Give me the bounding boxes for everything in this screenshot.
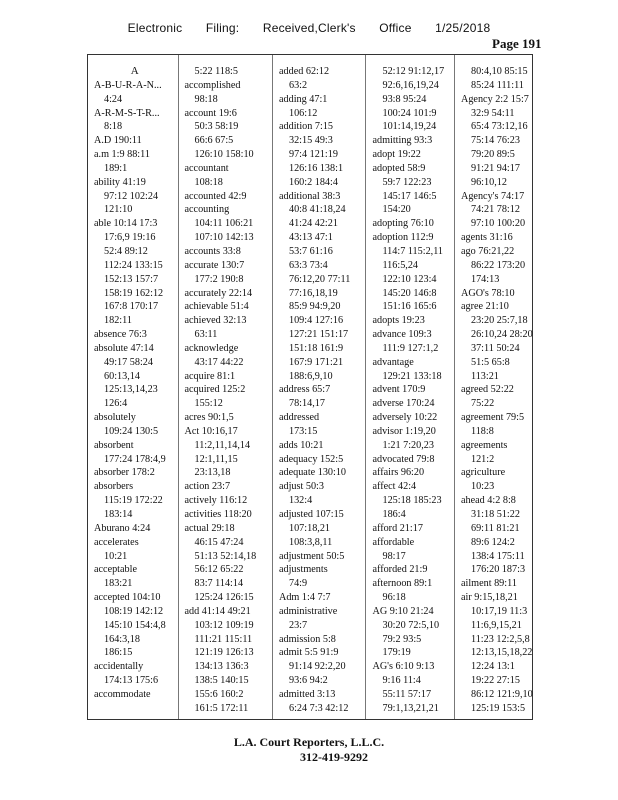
index-entry: AG 9:10 21:24 — [372, 605, 434, 617]
index-column-1 — [88, 55, 178, 719]
index-continuation-line: 132:4 — [288, 495, 313, 507]
index-entry: adopting 76:10 — [372, 218, 434, 230]
index-entry: agriculture — [460, 467, 506, 479]
index-continuation-line: 32:15 49:3 — [288, 135, 333, 147]
index-continuation-line: 186:15 — [104, 647, 133, 659]
index-entry: accounted 42:9 — [184, 190, 247, 202]
index-entry: Agency's 74:17 — [460, 190, 525, 202]
index-continuation-line: 158:19 162:12 — [104, 287, 164, 299]
index-entry: accomplished — [184, 79, 241, 91]
index-continuation-line: 96:18 — [382, 592, 406, 604]
index-entry: afford 21:17 — [372, 522, 423, 534]
index-continuation-line: 63:3 73:4 — [288, 259, 328, 271]
index-continuation-line: 118:8 — [470, 425, 494, 437]
index-continuation-line: 52:12 91:12,17 — [382, 66, 445, 77]
index-continuation-line: 77:16,18,19 — [288, 287, 338, 299]
index-continuation-line: 116:5,24 — [382, 259, 419, 271]
index-continuation-line: 78:14,17 — [288, 398, 325, 410]
index-entry: agreed 52:22 — [460, 384, 514, 396]
index-continuation-line: 108:3,8,11 — [288, 536, 333, 548]
index-continuation-line: 79:20 89:5 — [470, 149, 515, 161]
index-continuation-line: 85:24 111:11 — [470, 79, 524, 91]
index-continuation-line: 11:23 12:2,5,8 — [470, 633, 530, 645]
index-continuation-line: 66:6 67:5 — [194, 135, 234, 147]
index-entry: adversely 10:22 — [372, 412, 438, 424]
index-continuation-line: 145:20 146:8 — [382, 287, 437, 299]
index-continuation-line: 52:4 89:12 — [104, 245, 148, 257]
index-entry: achieved 32:13 — [184, 315, 247, 327]
index-entry: acknowledge — [184, 342, 239, 354]
index-entry: accounting — [184, 204, 230, 216]
index-continuation-line: 1:21 7:20,23 — [382, 439, 434, 451]
index-continuation-line: 30:20 72:5,10 — [382, 619, 440, 631]
index-continuation-line: 164:3,18 — [104, 633, 140, 645]
index-entry: advocated 79:8 — [372, 453, 435, 465]
index-entry: A-R-M-S-T-R... — [94, 107, 160, 119]
index-continuation-line: 80:4,10 85:15 — [470, 66, 528, 77]
index-continuation-line: 65:4 73:12,16 — [470, 121, 528, 133]
index-entry: afternoon 89:1 — [372, 578, 433, 590]
index-entry: actively 116:12 — [184, 495, 248, 507]
index-continuation-line: 183:21 — [104, 578, 133, 590]
index-continuation-line: 69:11 81:21 — [470, 522, 520, 534]
index-continuation-line: 10:17,19 11:3 — [470, 605, 528, 617]
index-continuation-line: 60:13,14 — [104, 370, 140, 382]
index-continuation-line: 121:10 — [104, 204, 133, 216]
index-entry: address 65:7 — [278, 384, 331, 396]
index-continuation-line: 176:20 187:3 — [470, 564, 526, 576]
index-column-2 — [178, 55, 272, 719]
header-office: Office — [379, 21, 412, 35]
index-entry: add 41:14 49:21 — [184, 605, 251, 617]
index-entry: accommodate — [94, 688, 151, 700]
index-continuation-line: 98:17 — [382, 550, 406, 562]
index-continuation-line: 155:6 160:2 — [194, 688, 244, 700]
index-continuation-line: 154:20 — [382, 204, 411, 216]
index-continuation-line: 107:18,21 — [288, 522, 331, 534]
index-entry: Act 10:16,17 — [184, 425, 238, 437]
index-continuation-line: 106:12 — [288, 107, 318, 119]
index-continuation-line: 17:6,9 19:16 — [104, 232, 156, 244]
index-continuation-line: 92:6,16,19,24 — [382, 79, 439, 91]
index-continuation-line: 134:13 136:3 — [194, 661, 249, 673]
index-entry: accidentally — [94, 661, 144, 673]
index-entry: AG's 6:10 9:13 — [372, 661, 435, 673]
index-entry: adopt 19:22 — [372, 149, 421, 161]
index-entry: adds 10:21 — [278, 439, 324, 451]
index-continuation-line: 19:22 27:15 — [470, 675, 520, 687]
index-continuation-line: 51:5 65:8 — [470, 356, 510, 368]
index-entry: accepted 104:10 — [94, 592, 161, 604]
index-continuation-line: 74:21 78:12 — [470, 204, 520, 216]
index-entry: adopted 58:9 — [372, 162, 426, 174]
index-continuation-line: 109:24 130:5 — [104, 425, 159, 437]
index-entry: advent 170:9 — [372, 384, 426, 396]
index-entry: agree 21:10 — [460, 301, 509, 313]
index-entry: adjustments — [278, 564, 328, 576]
index-continuation-line: 96:10,12 — [470, 176, 507, 188]
index-continuation-line: 126:16 138:1 — [288, 162, 344, 174]
index-continuation-line: 49:17 58:24 — [104, 356, 153, 368]
index-entry: activities 118:20 — [184, 509, 252, 520]
index-continuation-line: 189:1 — [104, 162, 128, 174]
index-entry: ahead 4:2 8:8 — [460, 495, 516, 507]
index-continuation-line: 182:11 — [104, 315, 132, 327]
index-continuation-line: 40:8 41:18,24 — [288, 204, 346, 216]
index-continuation-line: 174:13 175:6 — [104, 675, 159, 687]
filing-header — [0, 21, 618, 35]
index-entry: achievable 51:4 — [184, 301, 249, 313]
index-entry: absolute 47:14 — [94, 342, 154, 354]
index-entry: admitted 3:13 — [278, 688, 336, 700]
index-continuation-line: 75:14 76:23 — [470, 135, 520, 147]
index-continuation-line: 31:18 51:22 — [470, 509, 520, 520]
index-entry: adequate 130:10 — [278, 467, 347, 479]
index-entry: A.D 190:11 — [94, 135, 142, 147]
index-continuation-line: 125:18 185:23 — [382, 495, 442, 507]
index-continuation-line: 179:19 — [382, 647, 411, 659]
index-continuation-line: 86:22 173:20 — [470, 259, 526, 271]
index-entry: addition 7:15 — [278, 121, 334, 133]
index-continuation-line: 32:9 54:11 — [470, 107, 515, 119]
index-continuation-line: 114:7 115:2,11 — [382, 245, 444, 257]
index-continuation-line: 112:24 133:15 — [104, 259, 163, 271]
index-entry: adequacy 152:5 — [278, 453, 344, 465]
index-entry: additional 38:3 — [278, 190, 341, 202]
index-continuation-line: 53:7 61:16 — [288, 245, 333, 257]
index-continuation-line: 109:4 127:16 — [288, 315, 344, 327]
index-continuation-line: 145:17 146:5 — [382, 190, 437, 202]
index-entry: absolutely — [94, 412, 136, 424]
index-continuation-line: 126:4 — [104, 398, 128, 410]
index-entry: affordable — [372, 536, 415, 548]
index-continuation-line: 63:11 — [194, 329, 218, 341]
index-entry: A-B-U-R-A-N... — [94, 79, 162, 91]
index-entry: adding 47:1 — [278, 93, 328, 105]
index-continuation-line: 127:21 151:17 — [288, 329, 349, 341]
footer-phone: 312-419-9292 — [300, 750, 368, 764]
index-continuation-line: 63:2 — [288, 79, 308, 91]
index-continuation-line: 10:23 — [470, 481, 495, 493]
header-received: Received,Clerk's — [262, 21, 356, 35]
index-entry: adopts 19:23 — [372, 315, 425, 327]
index-entry: ability 41:19 — [94, 176, 146, 188]
index-continuation-line: 12:13,15,18,22 — [470, 647, 533, 659]
index-page-frame — [87, 54, 533, 720]
index-letter-heading: A — [130, 65, 139, 77]
index-entry: advantage — [372, 356, 414, 368]
index-continuation-line: 111:21 115:11 — [194, 633, 253, 645]
index-continuation-line: 23:13,18 — [194, 467, 231, 479]
index-continuation-line: 12:1,11,15 — [194, 453, 238, 465]
index-continuation-line: 43:17 44:22 — [194, 356, 244, 368]
index-continuation-line: 188:6,9,10 — [288, 370, 333, 382]
index-entry: Aburano 4:24 — [94, 522, 151, 534]
index-entry: accountant — [184, 162, 229, 174]
index-continuation-line: 173:15 — [288, 425, 318, 437]
index-entry: absorbers — [94, 481, 134, 493]
index-entry: acquire 81:1 — [184, 370, 236, 382]
index-entry: acquired 125:2 — [184, 384, 246, 396]
index-continuation-line: 75:22 — [470, 398, 495, 410]
footer-company: L.A. Court Reporters, L.L.C. — [233, 735, 385, 749]
index-entry: affect 42:4 — [372, 481, 417, 493]
index-continuation-line: 183:14 — [104, 509, 133, 520]
index-continuation-line: 83:7 114:14 — [194, 578, 244, 590]
index-entry: added 62:12 — [278, 66, 330, 77]
index-continuation-line: 4:24 — [104, 93, 123, 105]
header-date: 1/25/2018 — [435, 21, 491, 35]
index-continuation-line: 107:10 142:13 — [194, 232, 254, 244]
index-entry: absorber 178:2 — [94, 467, 155, 479]
index-continuation-line: 104:11 106:21 — [194, 218, 254, 230]
index-entry: advisor 1:19,20 — [372, 425, 436, 437]
index-continuation-line: 167:9 171:21 — [288, 356, 344, 368]
index-continuation-line: 129:21 133:18 — [382, 370, 442, 382]
page-number: Page 191 — [492, 36, 542, 51]
index-entry: adjustment 50:5 — [278, 550, 345, 562]
index-entry: agents 31:16 — [460, 232, 513, 244]
index-continuation-line: 23:20 25:7,18 — [470, 315, 528, 327]
index-continuation-line: 167:8 170:17 — [104, 301, 159, 313]
index-continuation-line: 161:5 172:11 — [194, 702, 249, 714]
index-entry: adjusted 107:15 — [278, 509, 344, 520]
index-continuation-line: 12:24 13:1 — [470, 661, 515, 673]
index-continuation-line: 125:24 126:15 — [194, 592, 254, 604]
index-continuation-line: 103:12 109:19 — [194, 619, 254, 631]
index-entry: acceptable — [94, 564, 137, 576]
index-continuation-line: 43:13 47:1 — [288, 232, 333, 244]
index-columns — [88, 55, 532, 719]
index-continuation-line: 151:16 165:6 — [382, 301, 437, 313]
index-continuation-line: 113:21 — [470, 370, 499, 382]
index-entry: administrative — [278, 605, 338, 617]
index-continuation-line: 79:1,13,21,21 — [382, 702, 439, 714]
index-continuation-line: 151:18 161:9 — [288, 342, 344, 354]
index-continuation-line: 79:2 93:5 — [382, 633, 422, 645]
index-continuation-line: 126:10 158:10 — [194, 149, 254, 161]
index-continuation-line: 152:13 157:7 — [104, 273, 159, 285]
index-continuation-line: 97:4 121:19 — [288, 149, 338, 161]
index-continuation-line: 101:14,19,24 — [382, 121, 437, 133]
index-continuation-line: 56:12 65:22 — [194, 564, 244, 576]
court-reporter-footer — [0, 735, 618, 765]
index-continuation-line: 8:18 — [104, 121, 123, 133]
index-entry: Agency 2:2 15:7 — [460, 93, 529, 105]
index-continuation-line: 121:2 — [470, 453, 495, 465]
index-entry: accounts 33:8 — [184, 245, 241, 257]
header-filing: Filing: — [205, 21, 240, 35]
index-continuation-line: 51:13 52:14,18 — [194, 550, 257, 562]
index-continuation-line: 55:11 57:17 — [382, 688, 432, 700]
header-electronic: Electronic — [127, 21, 183, 35]
index-continuation-line: 91:21 94:17 — [470, 162, 520, 174]
index-continuation-line: 23:7 — [288, 619, 308, 631]
index-continuation-line: 5:22 118:5 — [194, 66, 238, 77]
index-continuation-line: 100:24 101:9 — [382, 107, 437, 119]
index-continuation-line: 108:18 — [194, 176, 223, 188]
index-continuation-line: 86:12 121:9,10 — [470, 688, 533, 700]
index-continuation-line: 59:7 122:23 — [382, 176, 432, 188]
index-entry: acres 90:1,5 — [184, 412, 234, 424]
index-continuation-line: 74:9 — [288, 578, 308, 590]
index-continuation-line: 177:24 178:4,9 — [104, 453, 166, 465]
index-continuation-line: 89:6 124:2 — [470, 536, 515, 548]
index-continuation-line: 122:10 123:4 — [382, 273, 437, 285]
index-entry: absorbent — [94, 439, 134, 451]
index-entry: a.m 1:9 88:11 — [94, 149, 150, 161]
index-continuation-line: 93:8 95:24 — [382, 93, 427, 105]
index-entry: AGO's 78:10 — [460, 287, 515, 299]
index-continuation-line: 121:19 126:13 — [194, 647, 254, 659]
index-continuation-line: 11:6,9,15,21 — [470, 619, 522, 631]
index-continuation-line: 50:3 58:19 — [194, 121, 239, 133]
index-column-5 — [454, 55, 532, 719]
index-entry: admitting 93:3 — [372, 135, 433, 147]
index-entry: adoption 112:9 — [372, 232, 434, 244]
index-continuation-line: 6:24 7:3 42:12 — [288, 702, 349, 714]
index-entry: agreements — [460, 439, 508, 451]
index-continuation-line: 85:9 94:9,20 — [288, 301, 341, 313]
index-continuation-line: 93:6 94:2 — [288, 675, 328, 687]
index-continuation-line: 9:16 11:4 — [382, 675, 421, 687]
index-continuation-line: 174:13 — [470, 273, 500, 285]
index-continuation-line: 138:5 140:15 — [194, 675, 249, 687]
index-continuation-line: 97:10 100:20 — [470, 218, 526, 230]
index-continuation-line: 11:2,11,14,14 — [194, 439, 251, 451]
index-entry: advance 109:3 — [372, 329, 432, 341]
index-entry: addressed — [278, 412, 320, 424]
index-entry: actual 29:18 — [184, 522, 235, 534]
index-continuation-line: 10:21 — [104, 550, 128, 562]
index-entry: accurately 22:14 — [184, 287, 253, 299]
index-continuation-line: 138:4 175:11 — [470, 550, 525, 562]
index-continuation-line: 115:19 172:22 — [104, 495, 163, 507]
index-continuation-line: 145:10 154:4,8 — [104, 619, 166, 631]
index-column-4 — [365, 55, 454, 719]
index-entry: action 23:7 — [184, 481, 231, 493]
index-continuation-line: 186:4 — [382, 509, 406, 520]
index-entry: able 10:14 17:3 — [94, 218, 158, 230]
index-continuation-line: 76:12,20 77:11 — [288, 273, 351, 285]
index-entry: adjust 50:3 — [278, 481, 324, 493]
index-continuation-line: 46:15 47:24 — [194, 536, 244, 548]
index-entry: affairs 96:20 — [372, 467, 425, 479]
index-entry: account 19:6 — [184, 107, 237, 119]
index-entry: admission 5:8 — [278, 633, 336, 645]
index-continuation-line: 91:14 92:2,20 — [288, 661, 346, 673]
index-entry: accelerates — [94, 536, 139, 548]
index-continuation-line: 37:11 50:24 — [470, 342, 520, 354]
index-continuation-line: 26:10,24 28:20 — [470, 329, 533, 341]
index-continuation-line: 41:24 42:21 — [288, 218, 338, 230]
index-entry: agreement 79:5 — [460, 412, 525, 424]
index-entry: air 9:15,18,21 — [460, 592, 518, 604]
index-entry: absence 76:3 — [94, 329, 147, 341]
index-continuation-line: 160:2 184:4 — [288, 176, 338, 188]
index-continuation-line: 125:19 153:5 — [470, 702, 526, 714]
index-entry: Adm 1:4 7:7 — [278, 592, 331, 604]
index-continuation-line: 97:12 102:24 — [104, 190, 159, 202]
index-continuation-line: 98:18 — [194, 93, 218, 105]
index-entry: accurate 130:7 — [184, 259, 245, 271]
index-column-3 — [272, 55, 365, 719]
index-entry: adverse 170:24 — [372, 398, 435, 410]
index-continuation-line: 177:2 190:8 — [194, 273, 244, 285]
index-entry: ago 76:21,22 — [460, 245, 515, 257]
index-entry: ailment 89:11 — [460, 578, 517, 590]
index-entry: afforded 21:9 — [372, 564, 428, 576]
index-continuation-line: 111:9 127:1,2 — [382, 342, 439, 354]
index-continuation-line: 155:12 — [194, 398, 223, 410]
index-entry: admit 5:5 91:9 — [278, 647, 339, 659]
index-continuation-line: 108:19 142:12 — [104, 605, 164, 617]
index-continuation-line: 125:13,14,23 — [104, 384, 158, 396]
